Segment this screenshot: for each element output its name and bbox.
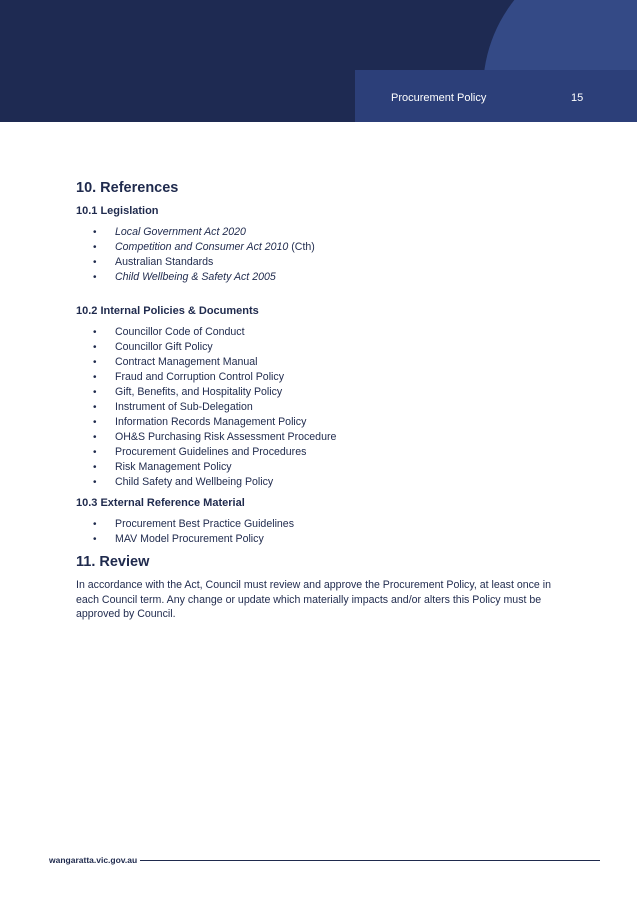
internal-policies-heading: 10.2 Internal Policies & Documents (76, 305, 259, 317)
internal-policies-list (76, 325, 556, 490)
list-item (76, 225, 556, 240)
page-header (0, 0, 637, 122)
review-heading: 11. Review (76, 554, 150, 570)
page-content (76, 180, 556, 622)
external-reference-list (76, 517, 556, 547)
list-item: • OH&S Purchasing Risk Assessment Procedure (76, 430, 556, 445)
list-item: • Gift, Benefits, and Hospitality Policy (76, 385, 556, 400)
legislation-title: Competition and Consumer Act 2010 (115, 241, 289, 253)
legislation-title: Child Wellbeing & Safety Act 2005 (115, 271, 276, 283)
list-item: • Fraud and Corruption Control Policy (76, 370, 556, 385)
review-paragraph: In accordance with the Act, Council must review and approve the Procurement Policy, at least once in each Council term. Any change or update which materially impacts and/or alters this Policy must be approved by Council. (76, 579, 552, 620)
list-item: • Procurement Best Practice Guidelines (76, 517, 556, 532)
list-item: • MAV Model Procurement Policy (76, 532, 556, 547)
legislation-title: Local Government Act 2020 (115, 226, 246, 238)
legislation-suffix: (Cth) (288, 241, 315, 253)
external-reference-heading: 10.3 External Reference Material (76, 497, 245, 509)
header-title: Procurement Policy (391, 92, 487, 104)
legislation-title: Australian Standards (115, 256, 214, 268)
list-item (76, 270, 556, 285)
footer-divider (140, 860, 600, 861)
legislation-heading: 10.1 Legislation (76, 205, 159, 217)
list-item: • Instrument of Sub-Delegation (76, 400, 556, 415)
footer-website: wangaratta.vic.gov.au (49, 855, 138, 865)
list-item: • Information Records Management Policy (76, 415, 556, 430)
list-item: • Councillor Gift Policy (76, 340, 556, 355)
legislation-list (76, 225, 556, 285)
list-item: • Child Safety and Wellbeing Policy (76, 475, 556, 490)
list-item: • Procurement Guidelines and Procedures (76, 445, 556, 460)
list-item (76, 240, 556, 255)
list-item: • Risk Management Policy (76, 460, 556, 475)
references-heading: 10. References (76, 180, 179, 196)
list-item (76, 255, 556, 270)
list-item: • Contract Management Manual (76, 355, 556, 370)
list-item: • Councillor Code of Conduct (76, 325, 556, 340)
page-number: 15 (571, 92, 584, 104)
